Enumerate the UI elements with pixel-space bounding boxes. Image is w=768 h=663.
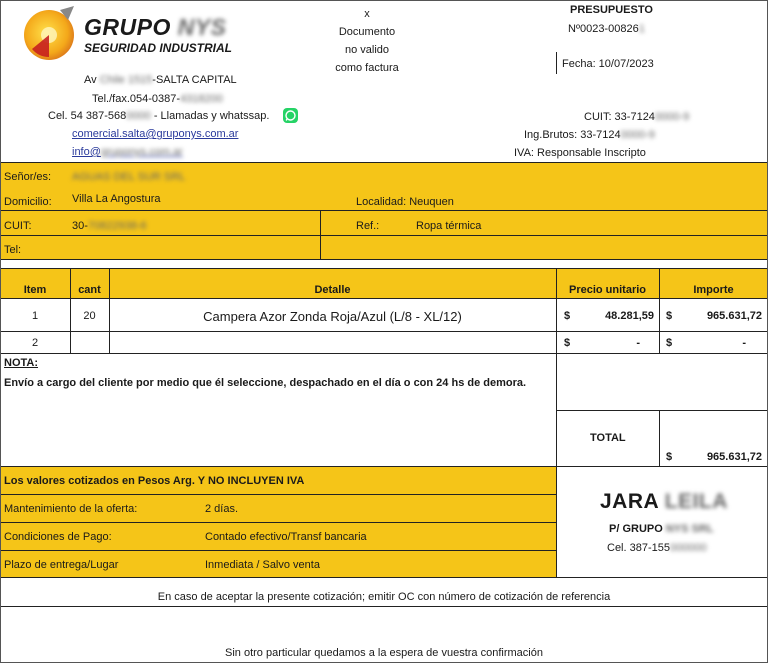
table-row-1-item: 1 bbox=[31, 310, 39, 322]
company-iva: IVA: Responsable Inscripto bbox=[514, 147, 646, 159]
total-label: TOTAL bbox=[590, 432, 626, 444]
client-cuit-prefix: 30- bbox=[72, 220, 88, 232]
address-suffix: -SALTA CAPITAL bbox=[152, 74, 237, 86]
table-row-2-precio-currency: $ bbox=[564, 337, 571, 349]
telfax-prefix: Tel./fax.054-0387- bbox=[92, 93, 181, 105]
presupuesto-number-text: Nº0023-00826 bbox=[568, 23, 639, 35]
client-localidad-label: Localidad: bbox=[356, 196, 407, 208]
client-tel-label: Tel: bbox=[4, 244, 22, 256]
email-info-link[interactable] bbox=[72, 146, 183, 158]
table-row-1-cant: 20 bbox=[83, 310, 96, 322]
presupuesto-label: PRESUPUESTO bbox=[570, 4, 653, 16]
table-header-detalle: Detalle bbox=[314, 284, 351, 296]
email-commercial-link[interactable]: comercial.salta@gruponys.com.ar bbox=[72, 128, 239, 140]
cel-blurred: 0000 bbox=[126, 110, 151, 122]
signature-name-visible: JARA bbox=[600, 490, 659, 513]
telfax-blurred: 4318200 bbox=[180, 93, 223, 105]
client-senor-label: Señor/es: bbox=[4, 171, 52, 183]
address-prefix: Av bbox=[84, 74, 97, 86]
signature-company bbox=[609, 523, 714, 535]
table-row-1-precio: 48.281,59 bbox=[605, 310, 654, 322]
client-localidad bbox=[356, 196, 454, 208]
condition-label-mantenimiento: Mantenimiento de la oferta: bbox=[4, 503, 138, 515]
cel-prefix: Cel. 54 387-568 bbox=[48, 110, 127, 122]
company-ingbrutos bbox=[524, 129, 655, 141]
cel-suffix: - Llamadas y whatssap. bbox=[153, 110, 270, 122]
table-row-2-item: 2 bbox=[31, 337, 39, 349]
email-info-blurred: gruponys.com.ar bbox=[100, 146, 183, 158]
client-localidad-value: Neuquen bbox=[409, 196, 454, 208]
signature-company-blurred: NYS SRL bbox=[665, 523, 714, 535]
signature-company-prefix: P/ GRUPO bbox=[609, 523, 663, 535]
table-row-1-importe-currency: $ bbox=[666, 310, 673, 322]
client-ref-label: Ref.: bbox=[356, 220, 380, 232]
signature-cel-prefix: Cel. 387-155 bbox=[607, 542, 670, 554]
table-row-1-importe: 965.631,72 bbox=[706, 310, 762, 322]
client-domicilio-value: Villa La Angostura bbox=[72, 193, 161, 205]
company-subtitle: SEGURIDAD INDUSTRIAL bbox=[84, 41, 233, 55]
signature-name-blurred: LEILA bbox=[664, 490, 728, 513]
conditions-title: Los valores cotizados en Pesos Arg. Y NO INCLUYEN IVA bbox=[4, 475, 305, 487]
table-row-2-importe-currency: $ bbox=[666, 337, 673, 349]
signature-cel bbox=[607, 542, 707, 554]
condition-value-pago: Contado efectivo/Transf bancaria bbox=[205, 531, 367, 543]
footer-line-1: En caso de aceptar la presente cotización; emitir OC con número de cotización de referencia bbox=[157, 591, 611, 603]
condition-label-plazo: Plazo de entrega/Lugar bbox=[4, 559, 119, 571]
address-blurred: Chile 1515 bbox=[99, 74, 153, 86]
table-row-2-importe: - bbox=[742, 337, 746, 349]
client-cuit-blurred: 70822938-6 bbox=[87, 220, 147, 232]
table-row-2-precio: - bbox=[636, 337, 640, 349]
doc-line2: no valido bbox=[344, 44, 390, 56]
table-header-cant: cant bbox=[78, 284, 101, 296]
doc-line1: Documento bbox=[338, 26, 396, 38]
total-currency: $ bbox=[666, 451, 673, 463]
table-row-1-precio-currency: $ bbox=[564, 310, 571, 322]
presupuesto-number bbox=[568, 23, 645, 35]
condition-value-mantenimiento: 2 días. bbox=[205, 503, 239, 515]
company-name bbox=[84, 14, 227, 41]
nota-text: Envío a cargo del cliente por medio que él seleccione, despachado en el día o con 24 hs de demora. bbox=[4, 377, 527, 389]
document-validity-note bbox=[320, 5, 414, 77]
doc-x: x bbox=[364, 8, 370, 20]
company-cel bbox=[48, 110, 269, 122]
table-row-1-detalle: Campera Azor Zonda Roja/Azul (L/8 - XL/12) bbox=[203, 308, 462, 324]
table-header-importe: Importe bbox=[693, 284, 734, 296]
condition-label-pago: Condiciones de Pago: bbox=[4, 531, 112, 543]
table-header-precio: Precio unitario bbox=[568, 284, 647, 296]
company-name-text: GRUPO bbox=[84, 14, 171, 40]
footer-line-2: Sin otro particular quedamos a la espera de vuestra confirmación bbox=[225, 647, 543, 659]
total-value: 965.631,72 bbox=[706, 451, 762, 463]
presupuesto-fecha: Fecha: 10/07/2023 bbox=[562, 58, 654, 70]
client-cuit-label: CUIT: bbox=[4, 220, 32, 232]
nota-label: NOTA: bbox=[4, 357, 39, 369]
whatsapp-icon[interactable] bbox=[283, 108, 298, 123]
signature-name bbox=[600, 490, 728, 514]
client-ref-value: Ropa térmica bbox=[416, 220, 482, 232]
signature-cel-blurred: 000000 bbox=[670, 542, 707, 554]
company-cuit bbox=[584, 111, 689, 123]
ingbrutos-blurred: 0000-9 bbox=[620, 129, 655, 141]
client-cuit-value bbox=[72, 220, 147, 232]
company-address bbox=[84, 74, 237, 86]
client-domicilio-label: Domicilio: bbox=[4, 196, 52, 208]
client-senor-value: AGUAS DEL SUR SRL bbox=[72, 171, 186, 183]
cuit-prefix: CUIT: 33-7124 bbox=[584, 111, 655, 123]
condition-value-plazo: Inmediata / Salvo venta bbox=[205, 559, 320, 571]
company-name-blurred: NYS bbox=[177, 14, 227, 40]
presupuesto-number-blurred: 1 bbox=[638, 23, 645, 35]
table-header-item: Item bbox=[23, 284, 47, 296]
cuit-blurred: 0000-9 bbox=[654, 111, 690, 123]
doc-line3: como factura bbox=[335, 62, 399, 74]
fecha-separator bbox=[556, 52, 557, 74]
company-telfax bbox=[92, 93, 223, 105]
email-info-prefix: info@ bbox=[72, 146, 101, 158]
company-logo-icon bbox=[22, 4, 78, 62]
ingbrutos-prefix: Ing.Brutos: 33-7124 bbox=[524, 129, 621, 141]
